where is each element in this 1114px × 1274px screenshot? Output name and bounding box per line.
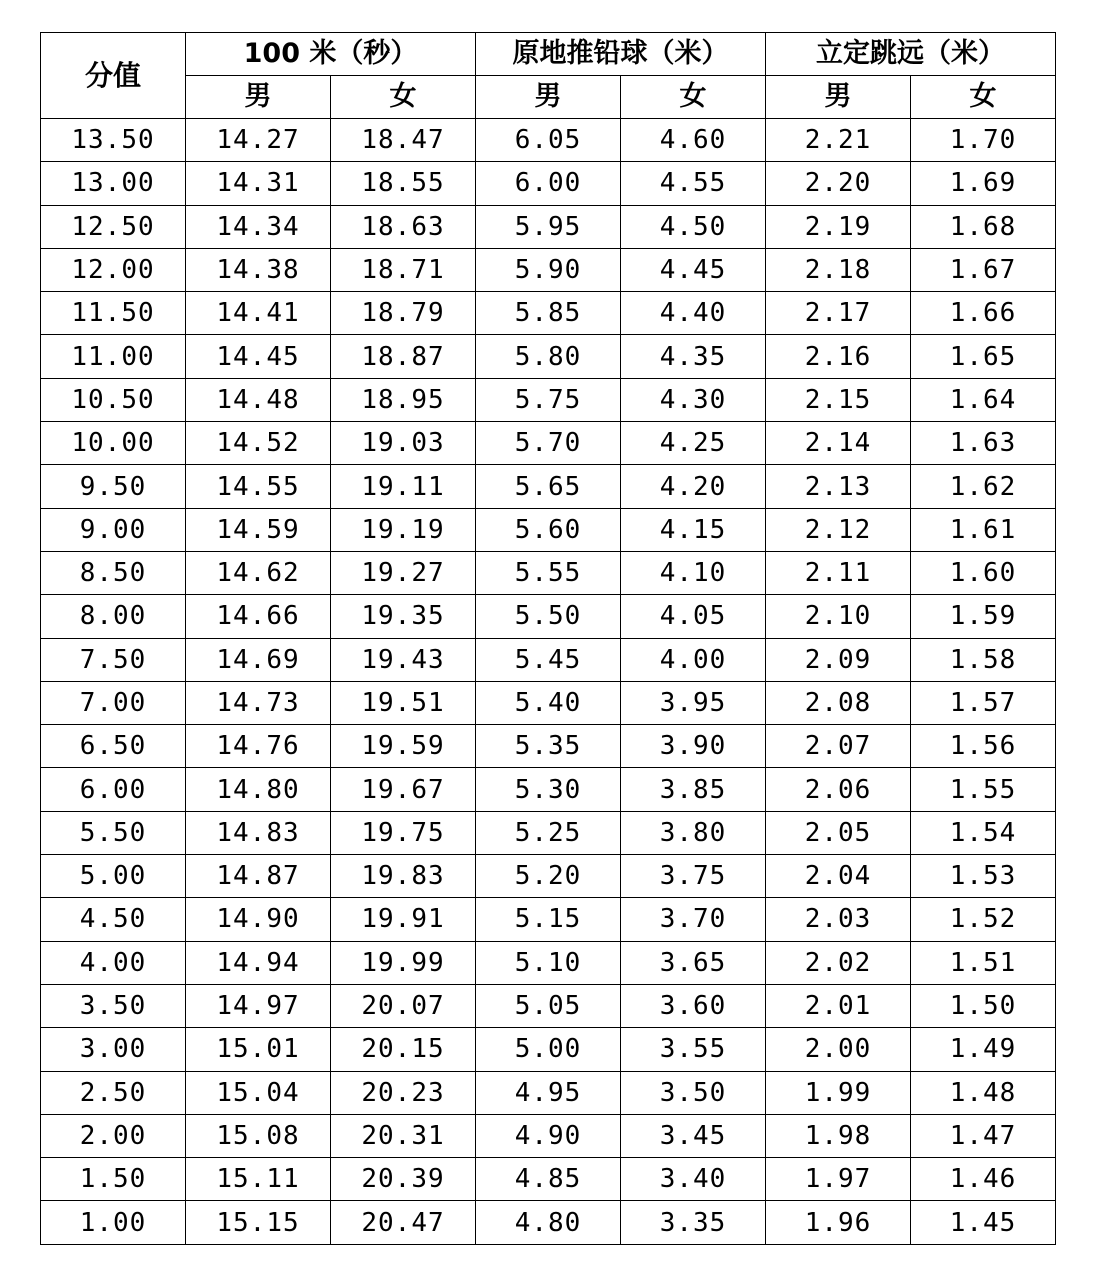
cell-score: 7.00	[41, 681, 186, 724]
table-row	[41, 292, 1056, 335]
cell-shot-put-male: 4.80	[476, 1201, 621, 1244]
cell-long-jump-male: 2.08	[766, 681, 911, 724]
cell-shot-put-male: 5.95	[476, 205, 621, 248]
cell-score: 1.00	[41, 1201, 186, 1244]
cell-shot-put-male: 4.85	[476, 1158, 621, 1201]
cell-long-jump-female: 1.62	[911, 465, 1056, 508]
header-standing-long-jump: 立定跳远（米）	[766, 33, 1056, 76]
table-row	[41, 1201, 1056, 1244]
table-row	[41, 811, 1056, 854]
cell-shot-put-female: 3.65	[621, 941, 766, 984]
cell-shot-put-female: 4.60	[621, 119, 766, 162]
cell-shot-put-male: 5.10	[476, 941, 621, 984]
cell-long-jump-male: 1.98	[766, 1114, 911, 1157]
cell-long-jump-male: 2.19	[766, 205, 911, 248]
cell-shot-put-male: 6.00	[476, 162, 621, 205]
cell-shot-put-female: 4.10	[621, 551, 766, 594]
cell-100m-female: 19.35	[331, 595, 476, 638]
cell-score: 11.50	[41, 292, 186, 335]
cell-score: 8.00	[41, 595, 186, 638]
table-row	[41, 768, 1056, 811]
cell-shot-put-male: 5.35	[476, 725, 621, 768]
cell-score: 8.50	[41, 551, 186, 594]
cell-long-jump-male: 1.97	[766, 1158, 911, 1201]
cell-shot-put-female: 4.45	[621, 248, 766, 291]
cell-shot-put-male: 4.90	[476, 1114, 621, 1157]
cell-long-jump-female: 1.56	[911, 725, 1056, 768]
cell-shot-put-male: 5.55	[476, 551, 621, 594]
cell-100m-female: 19.19	[331, 508, 476, 551]
cell-long-jump-female: 1.61	[911, 508, 1056, 551]
cell-score: 3.50	[41, 984, 186, 1027]
cell-100m-male: 15.01	[186, 1028, 331, 1071]
cell-100m-female: 18.95	[331, 378, 476, 421]
cell-100m-female: 19.59	[331, 725, 476, 768]
cell-score: 10.00	[41, 422, 186, 465]
cell-100m-male: 14.45	[186, 335, 331, 378]
cell-100m-male: 14.59	[186, 508, 331, 551]
cell-long-jump-male: 2.11	[766, 551, 911, 594]
cell-score: 5.50	[41, 811, 186, 854]
cell-100m-female: 19.83	[331, 855, 476, 898]
cell-shot-put-female: 4.20	[621, 465, 766, 508]
score-table-container	[40, 32, 1056, 1245]
cell-shot-put-male: 5.85	[476, 292, 621, 335]
cell-shot-put-male: 5.50	[476, 595, 621, 638]
cell-long-jump-female: 1.65	[911, 335, 1056, 378]
cell-score: 5.00	[41, 855, 186, 898]
table-row	[41, 422, 1056, 465]
cell-100m-female: 19.99	[331, 941, 476, 984]
cell-score: 12.50	[41, 205, 186, 248]
score-header: 分值	[41, 33, 186, 119]
cell-long-jump-male: 2.04	[766, 855, 911, 898]
header-row-groups	[41, 33, 1056, 76]
cell-shot-put-female: 4.55	[621, 162, 766, 205]
cell-shot-put-female: 3.80	[621, 811, 766, 854]
cell-long-jump-male: 2.20	[766, 162, 911, 205]
cell-score: 9.50	[41, 465, 186, 508]
cell-long-jump-male: 2.06	[766, 768, 911, 811]
header-shot-put: 原地推铅球（米）	[476, 33, 766, 76]
cell-long-jump-female: 1.69	[911, 162, 1056, 205]
cell-long-jump-male: 2.00	[766, 1028, 911, 1071]
table-row	[41, 725, 1056, 768]
cell-100m-male: 14.62	[186, 551, 331, 594]
cell-long-jump-female: 1.66	[911, 292, 1056, 335]
cell-shot-put-male: 5.25	[476, 811, 621, 854]
cell-100m-male: 14.41	[186, 292, 331, 335]
cell-shot-put-female: 4.00	[621, 638, 766, 681]
cell-long-jump-male: 2.07	[766, 725, 911, 768]
table-row	[41, 119, 1056, 162]
cell-long-jump-female: 1.64	[911, 378, 1056, 421]
cell-shot-put-male: 5.05	[476, 984, 621, 1027]
cell-long-jump-male: 2.02	[766, 941, 911, 984]
cell-score: 1.50	[41, 1158, 186, 1201]
cell-long-jump-female: 1.45	[911, 1201, 1056, 1244]
cell-shot-put-female: 3.70	[621, 898, 766, 941]
cell-score: 7.50	[41, 638, 186, 681]
cell-score: 4.00	[41, 941, 186, 984]
cell-shot-put-female: 3.75	[621, 855, 766, 898]
cell-long-jump-male: 1.99	[766, 1071, 911, 1114]
cell-shot-put-female: 4.35	[621, 335, 766, 378]
header-100m-male: 男	[186, 76, 331, 119]
cell-100m-female: 18.79	[331, 292, 476, 335]
header-row-gender	[41, 76, 1056, 119]
cell-shot-put-female: 4.50	[621, 205, 766, 248]
table-row	[41, 941, 1056, 984]
cell-100m-male: 15.15	[186, 1201, 331, 1244]
cell-shot-put-female: 4.15	[621, 508, 766, 551]
cell-shot-put-female: 3.45	[621, 1114, 766, 1157]
cell-100m-male: 14.76	[186, 725, 331, 768]
cell-100m-female: 20.31	[331, 1114, 476, 1157]
cell-shot-put-female: 3.60	[621, 984, 766, 1027]
cell-100m-male: 14.52	[186, 422, 331, 465]
cell-shot-put-female: 3.50	[621, 1071, 766, 1114]
cell-100m-female: 18.71	[331, 248, 476, 291]
cell-shot-put-female: 3.85	[621, 768, 766, 811]
header-long-jump-male: 男	[766, 76, 911, 119]
cell-100m-male: 14.34	[186, 205, 331, 248]
cell-100m-male: 14.55	[186, 465, 331, 508]
cell-long-jump-female: 1.48	[911, 1071, 1056, 1114]
cell-score: 2.50	[41, 1071, 186, 1114]
cell-long-jump-male: 2.05	[766, 811, 911, 854]
cell-long-jump-male: 2.17	[766, 292, 911, 335]
table-row	[41, 638, 1056, 681]
table-row	[41, 1028, 1056, 1071]
cell-shot-put-male: 5.60	[476, 508, 621, 551]
cell-100m-female: 19.03	[331, 422, 476, 465]
cell-shot-put-female: 3.95	[621, 681, 766, 724]
cell-shot-put-male: 4.95	[476, 1071, 621, 1114]
table-row	[41, 205, 1056, 248]
cell-shot-put-female: 3.55	[621, 1028, 766, 1071]
table-row	[41, 378, 1056, 421]
cell-100m-male: 14.97	[186, 984, 331, 1027]
cell-long-jump-female: 1.63	[911, 422, 1056, 465]
cell-100m-female: 19.67	[331, 768, 476, 811]
cell-long-jump-male: 1.96	[766, 1201, 911, 1244]
cell-long-jump-male: 2.10	[766, 595, 911, 638]
cell-shot-put-male: 5.90	[476, 248, 621, 291]
cell-100m-male: 14.66	[186, 595, 331, 638]
cell-100m-male: 14.27	[186, 119, 331, 162]
cell-score: 9.00	[41, 508, 186, 551]
table-row	[41, 681, 1056, 724]
cell-score: 2.00	[41, 1114, 186, 1157]
cell-shot-put-female: 3.90	[621, 725, 766, 768]
cell-100m-male: 15.04	[186, 1071, 331, 1114]
cell-long-jump-male: 2.09	[766, 638, 911, 681]
table-row	[41, 508, 1056, 551]
cell-shot-put-female: 4.05	[621, 595, 766, 638]
cell-100m-female: 19.43	[331, 638, 476, 681]
cell-shot-put-male: 6.05	[476, 119, 621, 162]
cell-100m-female: 19.51	[331, 681, 476, 724]
cell-long-jump-male: 2.03	[766, 898, 911, 941]
cell-long-jump-female: 1.55	[911, 768, 1056, 811]
cell-shot-put-male: 5.40	[476, 681, 621, 724]
cell-long-jump-female: 1.47	[911, 1114, 1056, 1157]
cell-100m-female: 18.55	[331, 162, 476, 205]
table-row	[41, 335, 1056, 378]
table-row	[41, 465, 1056, 508]
cell-long-jump-female: 1.51	[911, 941, 1056, 984]
cell-long-jump-male: 2.18	[766, 248, 911, 291]
table-row	[41, 551, 1056, 594]
cell-100m-male: 14.38	[186, 248, 331, 291]
cell-shot-put-male: 5.80	[476, 335, 621, 378]
cell-100m-male: 14.94	[186, 941, 331, 984]
cell-score: 10.50	[41, 378, 186, 421]
cell-long-jump-male: 2.13	[766, 465, 911, 508]
cell-score: 11.00	[41, 335, 186, 378]
table-row	[41, 1158, 1056, 1201]
cell-long-jump-female: 1.59	[911, 595, 1056, 638]
cell-score: 13.50	[41, 119, 186, 162]
cell-long-jump-female: 1.67	[911, 248, 1056, 291]
cell-shot-put-female: 3.35	[621, 1201, 766, 1244]
cell-100m-male: 14.31	[186, 162, 331, 205]
table-row	[41, 898, 1056, 941]
header-shot-put-female: 女	[621, 76, 766, 119]
cell-100m-male: 14.48	[186, 378, 331, 421]
cell-100m-female: 19.91	[331, 898, 476, 941]
cell-long-jump-female: 1.49	[911, 1028, 1056, 1071]
table-row	[41, 984, 1056, 1027]
cell-long-jump-male: 2.12	[766, 508, 911, 551]
cell-long-jump-female: 1.58	[911, 638, 1056, 681]
cell-shot-put-male: 5.15	[476, 898, 621, 941]
cell-100m-female: 19.75	[331, 811, 476, 854]
cell-100m-male: 15.11	[186, 1158, 331, 1201]
cell-100m-male: 14.73	[186, 681, 331, 724]
cell-100m-female: 19.27	[331, 551, 476, 594]
cell-long-jump-male: 2.21	[766, 119, 911, 162]
table-row	[41, 855, 1056, 898]
cell-long-jump-male: 2.14	[766, 422, 911, 465]
score-table	[40, 32, 1056, 1245]
table-row	[41, 1071, 1056, 1114]
cell-shot-put-male: 5.45	[476, 638, 621, 681]
cell-100m-female: 20.39	[331, 1158, 476, 1201]
cell-score: 6.50	[41, 725, 186, 768]
cell-long-jump-female: 1.52	[911, 898, 1056, 941]
cell-100m-male: 14.83	[186, 811, 331, 854]
cell-shot-put-female: 4.30	[621, 378, 766, 421]
cell-long-jump-female: 1.57	[911, 681, 1056, 724]
cell-100m-male: 14.69	[186, 638, 331, 681]
cell-score: 4.50	[41, 898, 186, 941]
cell-100m-male: 15.08	[186, 1114, 331, 1157]
table-body	[41, 119, 1056, 1245]
header-100m: 100 米（秒）	[186, 33, 476, 76]
cell-shot-put-male: 5.75	[476, 378, 621, 421]
cell-100m-female: 20.47	[331, 1201, 476, 1244]
cell-100m-female: 18.87	[331, 335, 476, 378]
cell-long-jump-female: 1.46	[911, 1158, 1056, 1201]
header-long-jump-female: 女	[911, 76, 1056, 119]
cell-long-jump-female: 1.50	[911, 984, 1056, 1027]
header-100m-female: 女	[331, 76, 476, 119]
cell-shot-put-male: 5.20	[476, 855, 621, 898]
cell-shot-put-male: 5.70	[476, 422, 621, 465]
cell-long-jump-male: 2.16	[766, 335, 911, 378]
cell-long-jump-female: 1.68	[911, 205, 1056, 248]
cell-shot-put-male: 5.30	[476, 768, 621, 811]
cell-long-jump-male: 2.15	[766, 378, 911, 421]
cell-100m-female: 19.11	[331, 465, 476, 508]
header-shot-put-male: 男	[476, 76, 621, 119]
cell-100m-female: 20.07	[331, 984, 476, 1027]
table-row	[41, 162, 1056, 205]
cell-long-jump-male: 2.01	[766, 984, 911, 1027]
cell-shot-put-male: 5.65	[476, 465, 621, 508]
cell-100m-female: 18.63	[331, 205, 476, 248]
cell-100m-male: 14.80	[186, 768, 331, 811]
cell-100m-male: 14.90	[186, 898, 331, 941]
cell-100m-female: 20.23	[331, 1071, 476, 1114]
cell-long-jump-female: 1.54	[911, 811, 1056, 854]
cell-long-jump-female: 1.70	[911, 119, 1056, 162]
table-row	[41, 595, 1056, 638]
cell-score: 6.00	[41, 768, 186, 811]
cell-shot-put-male: 5.00	[476, 1028, 621, 1071]
table-row	[41, 248, 1056, 291]
cell-score: 3.00	[41, 1028, 186, 1071]
cell-score: 13.00	[41, 162, 186, 205]
cell-100m-female: 18.47	[331, 119, 476, 162]
cell-100m-female: 20.15	[331, 1028, 476, 1071]
cell-100m-male: 14.87	[186, 855, 331, 898]
table-header	[41, 33, 1056, 119]
cell-score: 12.00	[41, 248, 186, 291]
table-row	[41, 1114, 1056, 1157]
cell-long-jump-female: 1.60	[911, 551, 1056, 594]
cell-shot-put-female: 4.40	[621, 292, 766, 335]
cell-shot-put-female: 3.40	[621, 1158, 766, 1201]
cell-long-jump-female: 1.53	[911, 855, 1056, 898]
cell-shot-put-female: 4.25	[621, 422, 766, 465]
